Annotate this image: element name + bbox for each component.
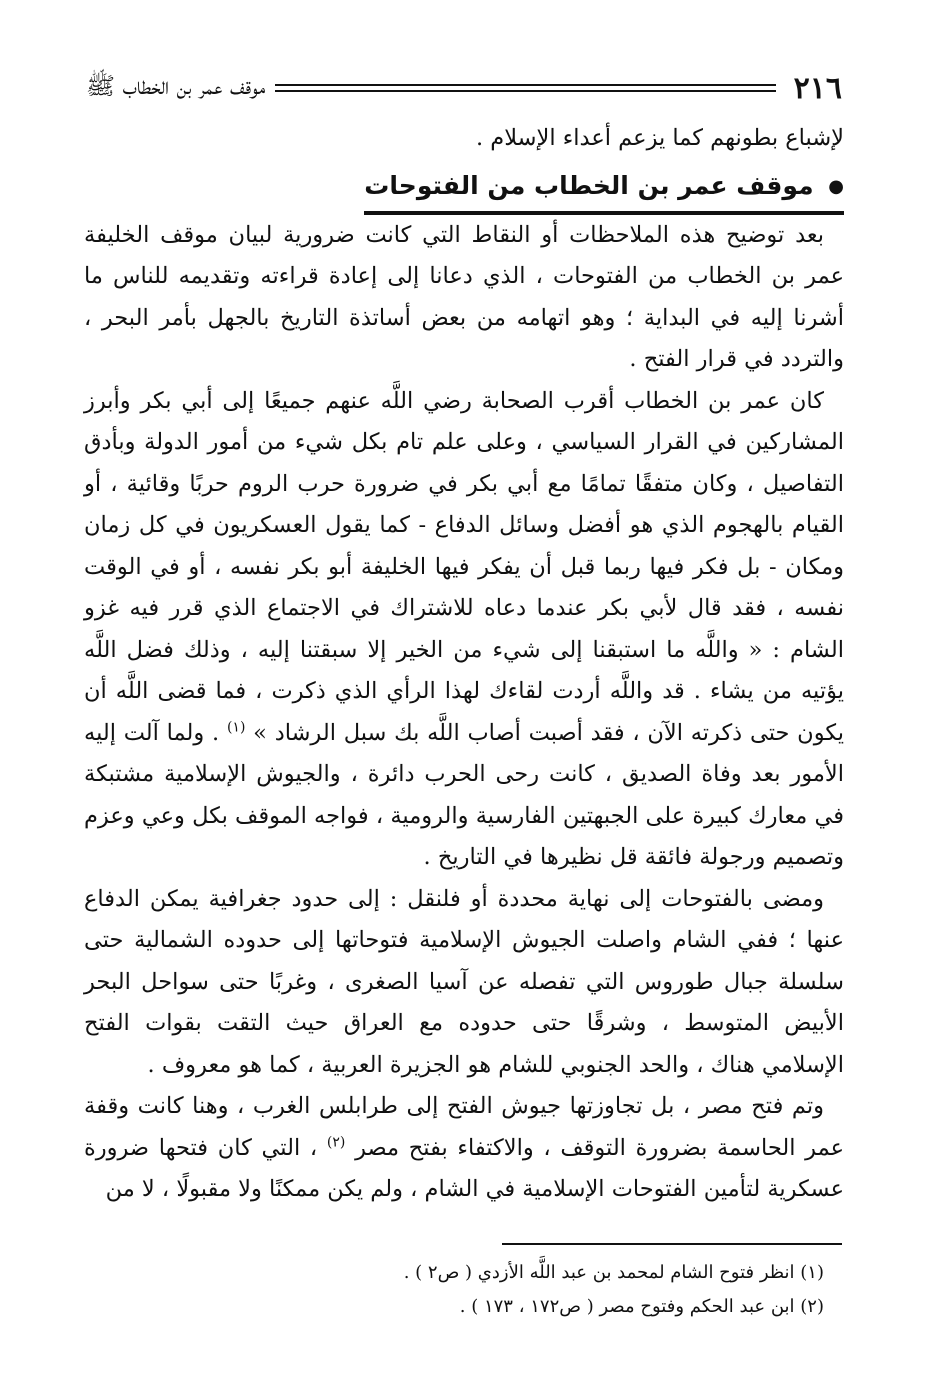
paragraph-4-text-cont: ، التي كان فتحها ضرورة عسكرية لتأمين الفتوحات الإسلامية في الشام ، ولم يكن ممكنًا ولا مقبولًا ، لا من <box>84 1134 844 1202</box>
paragraph-4 <box>84 1086 844 1211</box>
footnote-ref-2: (٢) <box>326 1134 346 1150</box>
paragraph-3: ومضى بالفتوحات إلى نهاية محددة أو فلنقل : إلى حدود جغرافية يمكن الدفاع عنها ؛ ففي الشام واصلت الجيوش الإسلامية فتوحاتها إلى حدوده الشمالية حتى سلسلة جبال طوروس التي تفصله عن آسيا الصغرى ، وغربًا حتى سواحل البحر الأبيض المتوسط ، وشرقًا حتى حدوده مع العراق حيث التقت بقوات الفتح الإسلامي هناك ، والحد الجنوبي للشام هو الجزيرة العربية ، كما هو معروف . <box>84 885 844 1078</box>
section-heading-underlined <box>364 164 844 215</box>
paragraph-2 <box>84 381 844 879</box>
header-double-rule <box>275 84 775 92</box>
footnote-separator <box>502 1243 842 1245</box>
main-text <box>84 118 844 1211</box>
paragraph-4-text: وتم فتح مصر ، بل تجاوزتها جيوش الفتح إلى طرابلس الغرب ، وهنا كانت وقفة عمر الحاسمة بضرورة التوقف ، والاكتفاء بفتح مصر <box>84 1093 845 1161</box>
continued-line: لإشباع بطونهم كما يزعم أعداء الإسلام . <box>475 125 844 151</box>
section-heading <box>84 164 844 215</box>
bullet-icon: ● <box>828 175 844 197</box>
footnote-2: (٢) ابن عبد الحكم وفتوح مصر ( ص١٧٢ ، ١٧٣ ) . <box>459 1296 824 1317</box>
footnote-ref-1: (١) <box>226 719 246 735</box>
running-header <box>86 66 842 110</box>
paragraph-2-text: كان عمر بن الخطاب أقرب الصحابة رضي اللَّه عنهم جميعًا إلى أبي بكر وأبرز المشاركين في القرار السياسي ، وعلى علم تام بكل شيء من أمور الدولة وبأدق التفاصيل ، وكان متفقًا تمامًا مع أبي بكر في ضرورة حرب الروم حربًا وقائية ، أو القيام بالهجوم الذي هو أفضل وسائل الدفاع - كما يقول العسكريون في كل زمان ومكان - بل فكر فيها ربما قبل أن يفكر فيها الخليفة أبو بكر نفسه ، أو في الوقت نفسه ، فقد قال لأبي بكر عندما دعاه للاشتراك في الاجتماع الذي قرر فيه غزو الشام : « واللَّه ما استبقنا إلى شيء من الخير إلا سبقتنا إليه ، وذلك فضل اللَّه يؤتيه من يشاء . قد واللَّه أردت لقاءك لهذا الرأي الذي ذكرت ، فما قضى اللَّه أن يكون حتى ذكرته الآن ، فقد أصبت أصاب اللَّه بك سبل الرشاد » <box>84 387 845 746</box>
section-heading-text: موقف عمر بن الخطاب من الفتوحات <box>364 170 814 200</box>
footnotes <box>84 1256 824 1324</box>
running-title: موقف عمر بن الخطاب ﷺ <box>86 71 266 100</box>
paragraph-1: بعد توضيح هذه الملاحظات أو النقاط التي كانت ضرورية لبيان موقف الخليفة عمر بن الخطاب من الفتوحات ، الذي دعانا إلى إعادة قراءته وتقديمه للناس ما أشرنا إليه في البداية ؛ وهو اتهامه من بعض أساتذة التاريخ بالجهل بأمر البحر ، والتردد في قرار الفتح . <box>84 221 844 372</box>
paragraph-2-text-cont: . ولما آلت إليه الأمور بعد وفاة الصديق ، كانت رحى الحرب دائرة ، والجيوش الإسلامية مشتبكة في معارك كبيرة على الجبهتين الفارسية والرومية ، فواجه الموقف بكل وعي وعزم وتصميم ورجولة فائقة قل نظيرها في التاريخ . <box>84 719 844 870</box>
page-number: ٢١٦ <box>793 70 842 106</box>
footnote-1: (١) انظر فتوح الشام لمحمد بن عبد اللَّه الأزدي ( ص٢ ) . <box>403 1262 824 1283</box>
